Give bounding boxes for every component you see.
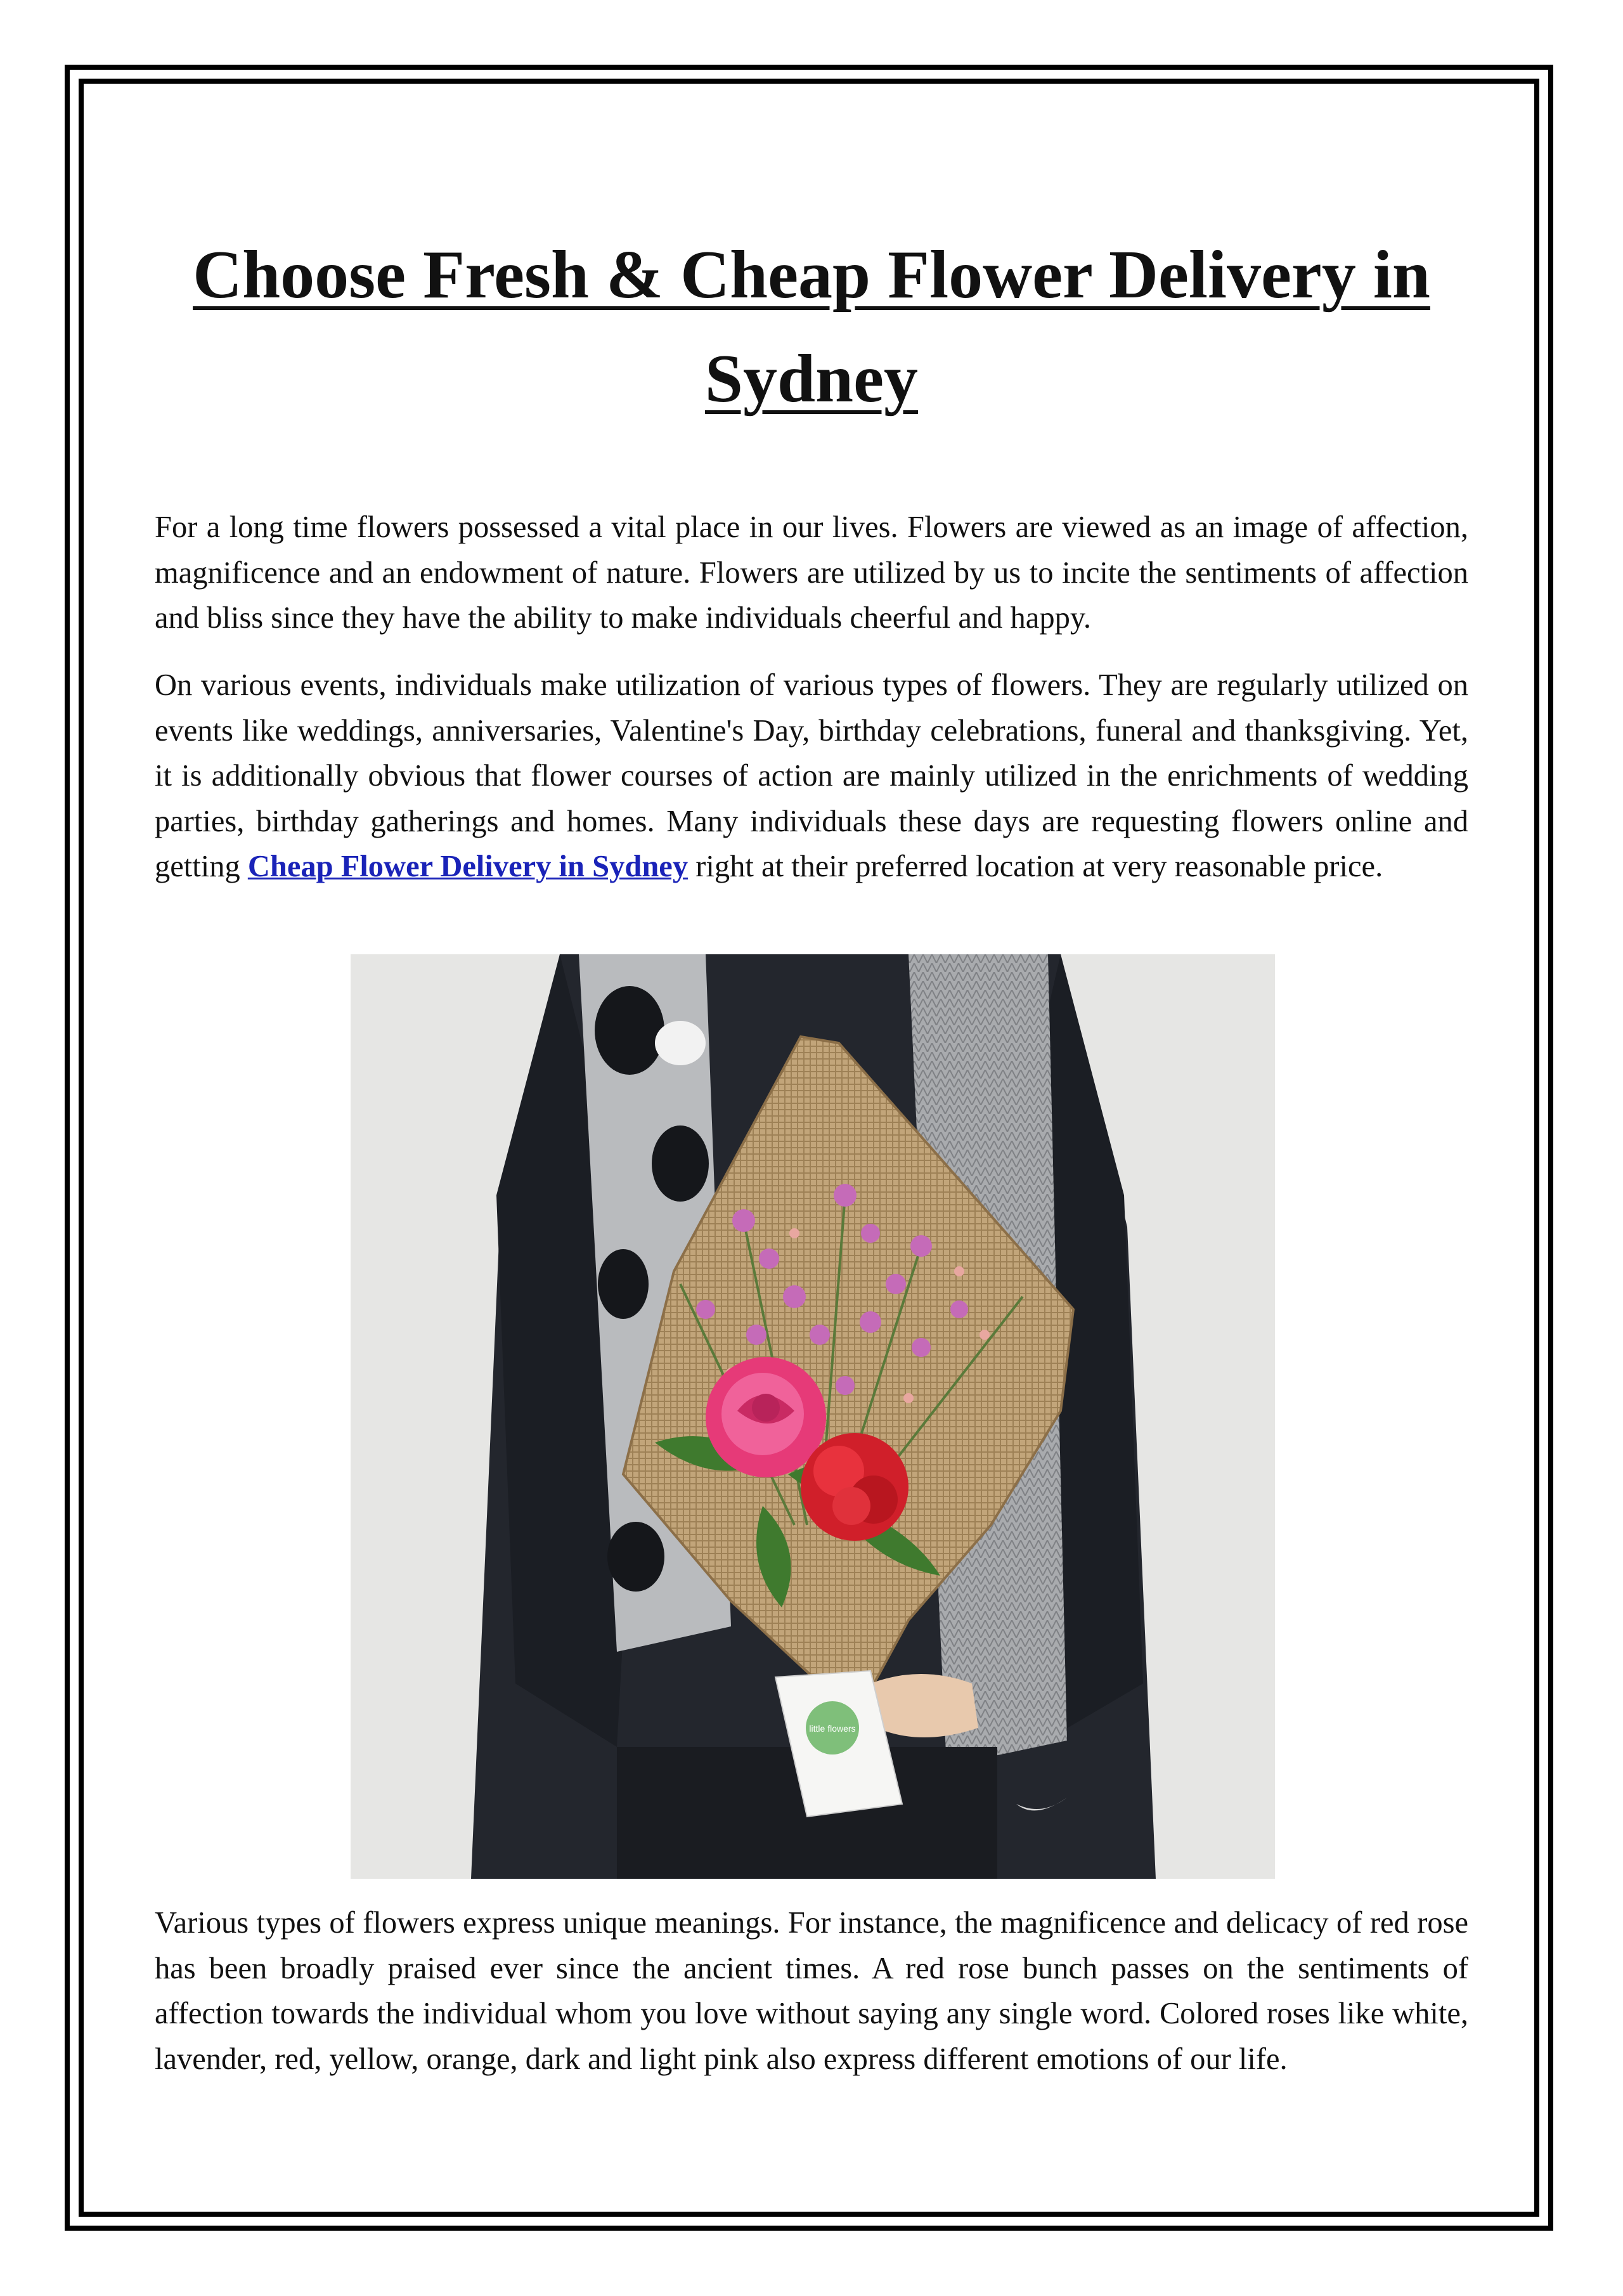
tag-logo-text: little flowers (809, 1723, 856, 1734)
paragraph-events-text: On various events, individuals make utilization of various types of flowers. They are regularly utilized on events like weddings, anniversaries, Valentine's Day, birthday celebrations, funeral and thanksgiving. Yet, it is additionally obvious that flower courses of action are mainly utilized in the enrichments of wedding parties, birthday gatherings and homes. Many individuals these days are requesting flowers online and getting (155, 668, 1468, 883)
paragraph-intro: For a long time flowers possessed a vital place in our lives. Flowers are viewed as an image of affection, magnificence and an endowment of nature. Flowers are utilized by us to incite the sentiments of affection and bliss since they have the ability to make individuals cheerful and happy. (155, 510, 1468, 635)
scarf-spot (607, 1522, 664, 1592)
paragraph-meanings: Various types of flowers express unique meanings. For instance, the magnificence and delicacy of red rose has been broadly praised ever since the ancient times. A red rose bunch passes on the sentiments of affection towards the individual whom you love without saying any single word. Colored roses like white, lavender, red, yellow, orange, dark and light pink also express different emotions of our life. (155, 1906, 1468, 2076)
scarf-spot-white (655, 1021, 706, 1065)
page-title: Choose Fresh & Cheap Flower Delivery in Sydney (193, 237, 1430, 417)
scarf-spot (652, 1125, 709, 1202)
pink-rose (706, 1357, 826, 1477)
hand (870, 1674, 978, 1737)
bouquet-illustration (351, 954, 1275, 1879)
paragraph-events-text-end: right at their preferred location at very reasonable price. (688, 850, 1383, 883)
red-carnation (801, 1433, 908, 1541)
scarf-spot (598, 1249, 649, 1319)
bouquet-photo (351, 954, 1275, 1879)
paragraph-events (155, 663, 1468, 890)
scarf-spot (595, 986, 664, 1075)
cheap-flower-delivery-link[interactable]: Cheap Flower Delivery in Sydney (247, 850, 689, 883)
